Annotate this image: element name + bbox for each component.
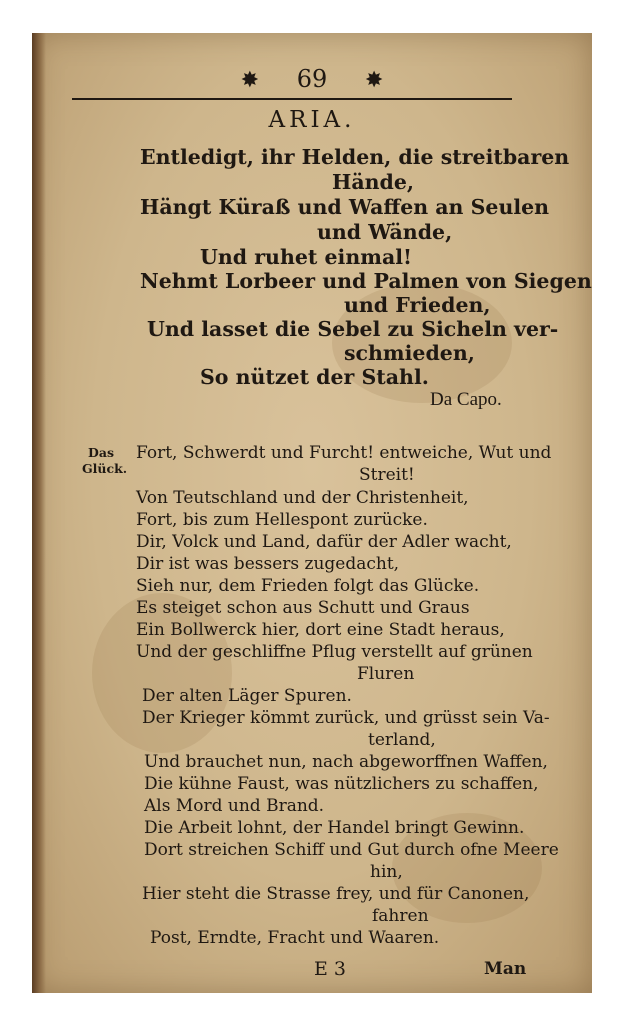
recitative-line: Und brauchet nun, nach abgeworffnen Waffen, (144, 752, 548, 772)
recitative-line: Die Arbeit lohnt, der Handel bringt Gewinn. (144, 818, 525, 838)
recitative-line: terland, (368, 730, 436, 750)
catchword: Man (484, 959, 527, 979)
recitative-line: Die kühne Faust, was nützlichers zu schaffen, (144, 774, 539, 794)
recitative-line: Es steiget schon aus Schutt und Graus (136, 598, 470, 618)
aria-line: Und ruhet einmal! (200, 245, 413, 269)
recitative-line: Sieh nur, dem Frieden folgt das Glücke. (136, 576, 480, 596)
section-title: ARIA. (268, 107, 356, 133)
aria-line: Entledigt, ihr Helden, die streitbaren (140, 145, 570, 169)
recitative-line: Hier steht die Strasse frey, und für Canonen, (142, 884, 530, 904)
da-capo-direction: Da Capo. (430, 389, 502, 410)
speaker-label: Glück. (82, 461, 128, 476)
recitative-line: Dir ist was bessers zugedacht, (136, 554, 400, 574)
speaker-label: Das (88, 445, 114, 460)
aria-line: Und lasset die Sebel zu Sicheln ver- (147, 317, 559, 341)
recitative-line: Dort streichen Schiff und Gut durch ofne Meere (144, 840, 559, 860)
aria-line: Nehmt Lorbeer und Palmen von Siegen (140, 269, 592, 293)
recitative-line: Fort, Schwerdt und Furcht! entweiche, Wut und (136, 443, 552, 463)
aria-line: und Frieden, (344, 293, 491, 317)
recitative-line: Fort, bis zum Hellespont zurücke. (136, 510, 428, 530)
recitative-line: Und der geschliffne Pflug verstellt auf grünen (136, 642, 533, 662)
recitative-line: Als Mord und Brand. (144, 796, 325, 816)
recitative-line: Dir, Volck und Land, dafür der Adler wacht, (136, 532, 512, 552)
recitative-line: Post, Erndte, Fracht und Waaren. (150, 928, 440, 948)
recitative-line: Streit! (359, 465, 415, 485)
header-rule (72, 98, 512, 100)
aria-line: schmieden, (344, 341, 475, 365)
recitative-line: Von Teutschland und der Christenheit, (136, 488, 469, 508)
recitative-line: fahren (372, 906, 429, 926)
aria-line: Hängt Küraß und Waffen an Seulen (140, 195, 550, 219)
recitative-line: Ein Bollwerck hier, dort eine Stadt heraus, (136, 620, 505, 640)
page-header (32, 61, 592, 97)
book-page (32, 33, 592, 993)
aria-line: und Wände, (317, 220, 453, 244)
page-number: 69 (296, 65, 328, 93)
aria-line: Hände, (332, 170, 415, 194)
recitative-line: Fluren (357, 664, 415, 684)
recitative-line: Der alten Läger Spuren. (142, 686, 352, 706)
signature-mark: E 3 (314, 958, 346, 980)
recitative-line: hin, (370, 862, 403, 882)
aria-line: So nützet der Stahl. (200, 365, 429, 389)
ornament-right-icon: ✸ (364, 68, 384, 93)
recitative-line: Der Krieger kömmt zurück, und grüsst sein Va- (142, 708, 550, 728)
ornament-left-icon: ✸ (240, 68, 260, 93)
book-spine-edge (32, 33, 46, 993)
